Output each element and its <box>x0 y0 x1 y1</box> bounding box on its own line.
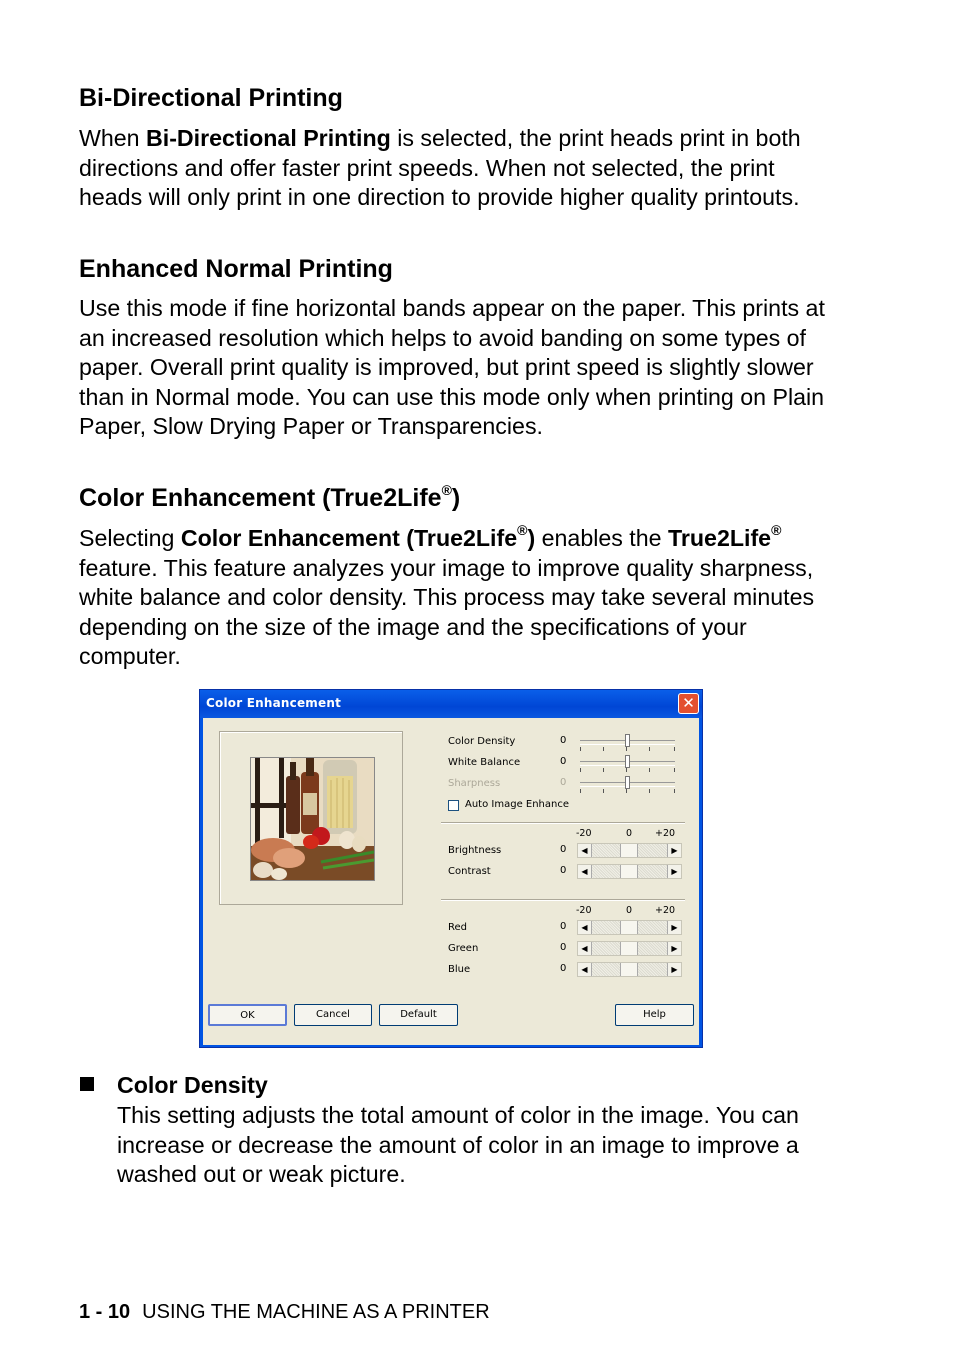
brightness-value: 0 <box>560 844 567 855</box>
contrast-scroll-thumb[interactable] <box>620 865 638 878</box>
slider-tick <box>674 768 675 772</box>
green-label: Green <box>448 943 479 954</box>
arrow-right-icon[interactable]: ▶ <box>667 844 681 857</box>
color-density-value: 0 <box>560 735 567 746</box>
scale-max-label: +20 <box>655 828 676 839</box>
page-footer <box>79 1300 490 1324</box>
brightness-label: Brightness <box>448 845 502 856</box>
scale-max-label: +20 <box>655 905 676 916</box>
blue-value: 0 <box>560 963 567 974</box>
dialog-body <box>203 718 699 1045</box>
arrow-left-icon[interactable]: ◀ <box>578 942 592 955</box>
slider-tick <box>626 768 627 772</box>
arrow-left-icon[interactable]: ◀ <box>578 844 592 857</box>
arrow-left-icon[interactable]: ◀ <box>578 865 592 878</box>
chapter-title: USING THE MACHINE AS A PRINTER <box>142 1301 490 1323</box>
red-scrollbar[interactable] <box>577 920 682 935</box>
auto-image-enhance-checkbox[interactable] <box>448 800 459 811</box>
brightness-scroll-thumb[interactable] <box>620 844 638 857</box>
white-balance-label: White Balance <box>448 757 521 768</box>
paragraph-bi-directional: When Bi-Directional Printing is selected, the print heads print in both directions and offer faster print speeds. When not selected, the print heads will only print in one direction to provide higher quality printouts. <box>79 125 801 211</box>
dialog-title-bar <box>200 690 702 718</box>
separator <box>441 899 685 901</box>
slider-tick <box>603 747 604 751</box>
cancel-button[interactable]: Cancel <box>294 1004 372 1026</box>
arrow-left-icon[interactable]: ◀ <box>578 921 592 934</box>
close-icon[interactable]: ✕ <box>678 693 699 714</box>
bullet-square-icon <box>80 1077 94 1091</box>
blue-scroll-thumb[interactable] <box>620 963 638 976</box>
slider-tick <box>580 789 581 793</box>
red-value: 0 <box>560 921 567 932</box>
sharpness-slider-thumb[interactable] <box>625 776 630 789</box>
slider-tick <box>603 789 604 793</box>
separator <box>441 822 685 824</box>
paragraph-enhanced-normal: Use this mode if fine horizontal bands appear on the paper. This prints at an increased resolution which helps to avoid banding on some types of paper. Overall print quality is improved, but print speed is slightly slower than in Normal mode. You can use this mode only when printing on Plain Paper, Slow Drying Paper or Transparencies. <box>79 295 825 440</box>
arrow-right-icon[interactable]: ▶ <box>667 942 681 955</box>
heading-bi-directional: Bi-Directional Printing <box>79 84 343 112</box>
arrow-left-icon[interactable]: ◀ <box>578 963 592 976</box>
arrow-right-icon[interactable]: ▶ <box>667 963 681 976</box>
white-balance-value: 0 <box>560 756 567 767</box>
arrow-right-icon[interactable]: ▶ <box>667 865 681 878</box>
bullet-paragraph-color-density: This setting adjusts the total amount of color in the image. You can increase or decrease the amount of color in an image to improve a washed out or weak picture. <box>117 1102 799 1188</box>
dialog-title: Color Enhancement <box>206 696 342 710</box>
preview-photo <box>250 757 375 881</box>
slider-tick <box>674 747 675 751</box>
color-enhancement-dialog <box>199 689 703 1048</box>
slider-tick <box>649 789 650 793</box>
paragraph-color-enhancement: Selecting Color Enhancement (True2Life®) enables the True2Life® feature. This feature analyzes your image to improve quality sharpness, white balance and color density. This process may take several minutes depending on the size of the image and the specifications of your computer. <box>79 522 815 670</box>
bullet-heading-color-density: Color Density <box>117 1072 268 1098</box>
scale-mid-label: 0 <box>626 828 633 839</box>
red-label: Red <box>448 922 467 933</box>
page-number: 1 - 10 <box>79 1301 131 1323</box>
green-scroll-thumb[interactable] <box>620 942 638 955</box>
arrow-right-icon[interactable]: ▶ <box>667 921 681 934</box>
contrast-scrollbar[interactable] <box>577 864 682 879</box>
color-density-slider-thumb[interactable] <box>625 734 630 747</box>
green-scrollbar[interactable] <box>577 941 682 956</box>
white-balance-slider-thumb[interactable] <box>625 755 630 768</box>
scale-min-label: -20 <box>576 828 592 839</box>
heading-enhanced-normal: Enhanced Normal Printing <box>79 255 393 283</box>
slider-tick <box>674 789 675 793</box>
scale-mid-label: 0 <box>626 905 633 916</box>
slider-tick <box>649 747 650 751</box>
image-preview-frame <box>219 731 403 905</box>
blue-label: Blue <box>448 964 471 975</box>
help-button[interactable]: Help <box>615 1004 694 1026</box>
heading-color-enhancement: Color Enhancement (True2Life®) <box>79 481 461 512</box>
slider-tick <box>603 768 604 772</box>
contrast-label: Contrast <box>448 866 491 877</box>
slider-tick <box>626 747 627 751</box>
auto-image-enhance-label: Auto Image Enhance <box>465 799 570 810</box>
slider-tick <box>649 768 650 772</box>
contrast-value: 0 <box>560 865 567 876</box>
slider-tick <box>626 789 627 793</box>
slider-tick <box>580 747 581 751</box>
green-value: 0 <box>560 942 567 953</box>
scale-min-label: -20 <box>576 905 592 916</box>
slider-tick <box>580 768 581 772</box>
brightness-scrollbar[interactable] <box>577 843 682 858</box>
color-density-label: Color Density <box>448 736 516 747</box>
ok-button[interactable]: OK <box>208 1004 287 1026</box>
sharpness-label: Sharpness <box>448 778 501 789</box>
blue-scrollbar[interactable] <box>577 962 682 977</box>
default-button[interactable]: Default <box>379 1004 458 1026</box>
sharpness-value: 0 <box>560 777 567 788</box>
red-scroll-thumb[interactable] <box>620 921 638 934</box>
still-life-photo-icon <box>251 758 374 880</box>
